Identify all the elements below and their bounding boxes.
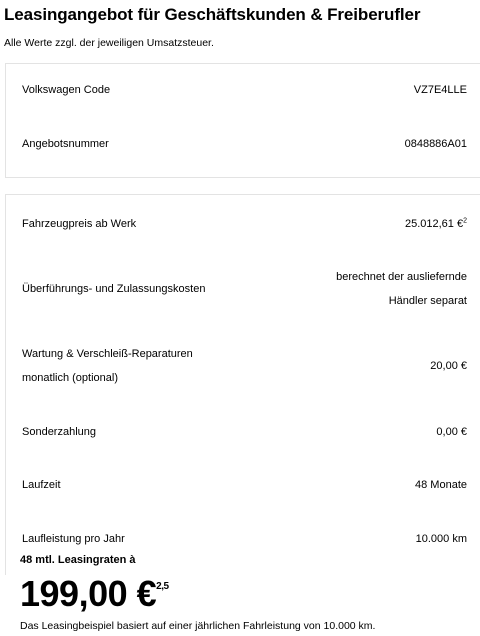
vehicle-price-label: Fahrzeugpreis ab Werk: [22, 218, 137, 230]
monthly-rate: 199,00 €$^{2,5}$: [20, 573, 169, 614]
maintenance-value: 20,00 €: [430, 360, 467, 372]
transfer-costs-row: [22, 265, 467, 313]
vw-code-row: [22, 78, 467, 102]
mileage-row: [22, 527, 467, 551]
codes-panel: [5, 63, 480, 178]
mileage-value: 10.000 km: [415, 533, 467, 545]
page-title: Leasingangebot für Geschäftskunden & Freiberufler: [4, 5, 421, 24]
transfer-costs-value: berechnet der ausliefernde Händler separat: [336, 271, 467, 307]
special-payment-label: Sonderzahlung: [22, 426, 97, 438]
term-label: Laufzeit: [22, 479, 61, 491]
details-panel: [5, 194, 480, 575]
vehicle-price-row: [22, 212, 467, 236]
offer-number-value: 0848886A01: [404, 138, 467, 150]
vat-note: Alle Werte zzgl. der jeweiligen Umsatzsteuer.: [4, 37, 214, 49]
leasing-footnote: Das Leasingbeispiel basiert auf einer jährlichen Fahrleistung von 10.000 km.: [20, 620, 376, 632]
rate-caption: 48 mtl. Leasingraten à: [20, 554, 136, 566]
vw-code-label: Volkswagen Code: [22, 84, 111, 96]
footnote-marker: 2: [463, 217, 467, 225]
offer-number-row: [22, 132, 467, 156]
vehicle-price-value: 25.012,61 €$^2$: [404, 217, 467, 230]
mileage-label: Laufleistung pro Jahr: [22, 533, 125, 545]
rate-footnote-marker: 2,5: [156, 581, 169, 592]
term-value: 48 Monate: [415, 479, 467, 491]
special-payment-row: [22, 420, 467, 444]
transfer-costs-label: Überführungs- und Zulassungskosten: [22, 283, 206, 295]
special-payment-value: 0,00 €: [436, 426, 467, 438]
maintenance-row: [22, 342, 467, 390]
offer-number-label: Angebotsnummer: [22, 138, 109, 150]
vw-code-value: VZ7E4LLE: [413, 84, 467, 96]
term-row: [22, 473, 467, 497]
maintenance-label: Wartung & Verschleiß-Reparaturen monatlich (optional): [22, 348, 193, 384]
